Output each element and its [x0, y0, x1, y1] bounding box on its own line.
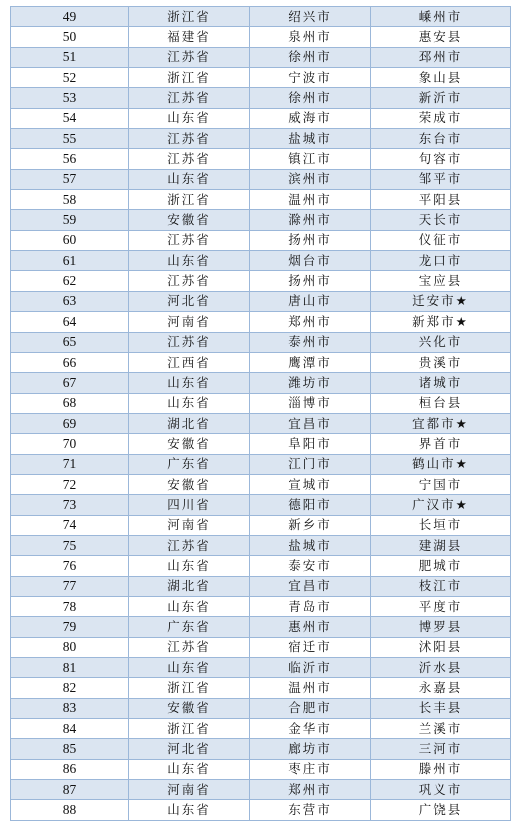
city-cell: 青岛市 — [250, 596, 371, 616]
county-cell: 广汉市★ — [371, 495, 511, 515]
county-cell: 天长市 — [371, 210, 511, 230]
province-cell: 江苏省 — [129, 47, 250, 67]
rank-cell: 82 — [11, 678, 129, 698]
county-cell: 沭阳县 — [371, 637, 511, 657]
table-row — [11, 373, 511, 393]
city-cell: 盐城市 — [250, 535, 371, 555]
rank-cell: 52 — [11, 68, 129, 88]
city-cell: 泰安市 — [250, 556, 371, 576]
province-cell: 浙江省 — [129, 678, 250, 698]
county-cell: 鹤山市★ — [371, 454, 511, 474]
city-cell: 潍坊市 — [250, 373, 371, 393]
province-cell: 安徽省 — [129, 434, 250, 454]
county-cell: 博罗县 — [371, 617, 511, 637]
county-cell: 宜都市★ — [371, 413, 511, 433]
table-row — [11, 312, 511, 332]
county-cell: 桓台县 — [371, 393, 511, 413]
rank-cell: 66 — [11, 352, 129, 372]
province-cell: 浙江省 — [129, 190, 250, 210]
city-cell: 滨州市 — [250, 169, 371, 189]
city-cell: 淄博市 — [250, 393, 371, 413]
county-cell: 平度市 — [371, 596, 511, 616]
city-cell: 廊坊市 — [250, 739, 371, 759]
table-row — [11, 454, 511, 474]
province-cell: 江苏省 — [129, 88, 250, 108]
city-cell: 合肥市 — [250, 698, 371, 718]
city-cell: 盐城市 — [250, 129, 371, 149]
city-cell: 枣庄市 — [250, 759, 371, 779]
province-cell: 浙江省 — [129, 68, 250, 88]
rank-cell: 86 — [11, 759, 129, 779]
city-cell: 温州市 — [250, 678, 371, 698]
city-cell: 宿迁市 — [250, 637, 371, 657]
rank-cell: 79 — [11, 617, 129, 637]
province-cell: 河南省 — [129, 312, 250, 332]
rank-cell: 59 — [11, 210, 129, 230]
table-row — [11, 617, 511, 637]
rank-cell: 53 — [11, 88, 129, 108]
county-cell: 宁国市 — [371, 474, 511, 494]
rank-cell: 51 — [11, 47, 129, 67]
table-row — [11, 129, 511, 149]
city-cell: 温州市 — [250, 190, 371, 210]
city-cell: 宣城市 — [250, 474, 371, 494]
table-row — [11, 434, 511, 454]
county-cell: 龙口市 — [371, 251, 511, 271]
county-cell: 邹平市 — [371, 169, 511, 189]
county-cell: 荣成市 — [371, 108, 511, 128]
county-cell: 广饶县 — [371, 800, 511, 820]
county-cell: 建湖县 — [371, 535, 511, 555]
table-row — [11, 637, 511, 657]
table-row — [11, 393, 511, 413]
city-cell: 滁州市 — [250, 210, 371, 230]
province-cell: 江苏省 — [129, 535, 250, 555]
table-row — [11, 719, 511, 739]
county-cell: 滕州市 — [371, 759, 511, 779]
rank-cell: 68 — [11, 393, 129, 413]
county-cell: 嵊州市 — [371, 7, 511, 27]
province-cell: 山东省 — [129, 393, 250, 413]
province-cell: 山东省 — [129, 108, 250, 128]
table-row — [11, 413, 511, 433]
city-cell: 泉州市 — [250, 27, 371, 47]
table-row — [11, 474, 511, 494]
table-row — [11, 68, 511, 88]
city-cell: 烟台市 — [250, 251, 371, 271]
province-cell: 湖北省 — [129, 576, 250, 596]
province-cell: 广东省 — [129, 454, 250, 474]
city-cell: 鹰潭市 — [250, 352, 371, 372]
city-cell: 徐州市 — [250, 47, 371, 67]
city-cell: 宁波市 — [250, 68, 371, 88]
province-cell: 山东省 — [129, 251, 250, 271]
province-cell: 湖北省 — [129, 413, 250, 433]
rank-cell: 57 — [11, 169, 129, 189]
rank-cell: 65 — [11, 332, 129, 352]
county-cell: 兴化市 — [371, 332, 511, 352]
county-cell: 邳州市 — [371, 47, 511, 67]
county-cell: 长垣市 — [371, 515, 511, 535]
table-row — [11, 108, 511, 128]
province-cell: 山东省 — [129, 373, 250, 393]
province-cell: 江苏省 — [129, 637, 250, 657]
rank-cell: 70 — [11, 434, 129, 454]
city-cell: 东营市 — [250, 800, 371, 820]
county-cell: 迁安市★ — [371, 291, 511, 311]
city-cell: 德阳市 — [250, 495, 371, 515]
county-cell: 三河市 — [371, 739, 511, 759]
city-cell: 威海市 — [250, 108, 371, 128]
county-cell: 仪征市 — [371, 230, 511, 250]
province-cell: 江苏省 — [129, 271, 250, 291]
county-cell: 巩义市 — [371, 780, 511, 800]
province-cell: 江苏省 — [129, 129, 250, 149]
table-row — [11, 698, 511, 718]
table-row — [11, 88, 511, 108]
province-cell: 江苏省 — [129, 332, 250, 352]
table-row — [11, 535, 511, 555]
rank-cell: 56 — [11, 149, 129, 169]
table-row — [11, 658, 511, 678]
province-cell: 浙江省 — [129, 719, 250, 739]
rank-cell: 75 — [11, 535, 129, 555]
rank-cell: 83 — [11, 698, 129, 718]
county-cell: 新郑市★ — [371, 312, 511, 332]
province-cell: 河南省 — [129, 780, 250, 800]
county-cell: 兰溪市 — [371, 719, 511, 739]
table-row — [11, 759, 511, 779]
city-cell: 扬州市 — [250, 230, 371, 250]
county-cell: 贵溪市 — [371, 352, 511, 372]
rank-cell: 73 — [11, 495, 129, 515]
province-cell: 河南省 — [129, 515, 250, 535]
rank-cell: 72 — [11, 474, 129, 494]
rank-cell: 63 — [11, 291, 129, 311]
rank-cell: 88 — [11, 800, 129, 820]
table-row — [11, 515, 511, 535]
table-row — [11, 596, 511, 616]
county-cell: 长丰县 — [371, 698, 511, 718]
province-cell: 山东省 — [129, 759, 250, 779]
rank-cell: 81 — [11, 658, 129, 678]
table-row — [11, 149, 511, 169]
table-row — [11, 352, 511, 372]
city-cell: 金华市 — [250, 719, 371, 739]
table-row — [11, 739, 511, 759]
province-cell: 浙江省 — [129, 7, 250, 27]
rank-cell: 71 — [11, 454, 129, 474]
table-row — [11, 780, 511, 800]
county-cell: 句容市 — [371, 149, 511, 169]
table-row — [11, 210, 511, 230]
province-cell: 四川省 — [129, 495, 250, 515]
rank-cell: 55 — [11, 129, 129, 149]
table-row — [11, 190, 511, 210]
province-cell: 广东省 — [129, 617, 250, 637]
rank-cell: 74 — [11, 515, 129, 535]
city-cell: 绍兴市 — [250, 7, 371, 27]
province-cell: 江西省 — [129, 352, 250, 372]
city-cell: 阜阳市 — [250, 434, 371, 454]
city-cell: 镇江市 — [250, 149, 371, 169]
table-row — [11, 800, 511, 820]
city-cell: 徐州市 — [250, 88, 371, 108]
province-cell: 安徽省 — [129, 698, 250, 718]
table-row — [11, 678, 511, 698]
county-cell: 宝应县 — [371, 271, 511, 291]
table-row — [11, 27, 511, 47]
city-cell: 郑州市 — [250, 780, 371, 800]
rank-cell: 87 — [11, 780, 129, 800]
province-cell: 福建省 — [129, 27, 250, 47]
province-cell: 山东省 — [129, 800, 250, 820]
city-cell: 唐山市 — [250, 291, 371, 311]
city-cell: 郑州市 — [250, 312, 371, 332]
rank-cell: 78 — [11, 596, 129, 616]
rank-cell: 60 — [11, 230, 129, 250]
rank-cell: 50 — [11, 27, 129, 47]
table-row — [11, 332, 511, 352]
table-row — [11, 291, 511, 311]
table-row — [11, 169, 511, 189]
table-row — [11, 576, 511, 596]
table-row — [11, 271, 511, 291]
rank-cell: 69 — [11, 413, 129, 433]
ranking-table — [10, 6, 511, 821]
city-cell: 宜昌市 — [250, 576, 371, 596]
province-cell: 山东省 — [129, 658, 250, 678]
rank-cell: 85 — [11, 739, 129, 759]
province-cell: 江苏省 — [129, 230, 250, 250]
county-cell: 东台市 — [371, 129, 511, 149]
rank-cell: 58 — [11, 190, 129, 210]
rank-cell: 62 — [11, 271, 129, 291]
city-cell: 扬州市 — [250, 271, 371, 291]
city-cell: 临沂市 — [250, 658, 371, 678]
rank-cell: 54 — [11, 108, 129, 128]
city-cell: 惠州市 — [250, 617, 371, 637]
rank-cell: 64 — [11, 312, 129, 332]
table-row — [11, 556, 511, 576]
city-cell: 泰州市 — [250, 332, 371, 352]
city-cell: 新乡市 — [250, 515, 371, 535]
province-cell: 江苏省 — [129, 149, 250, 169]
county-cell: 枝江市 — [371, 576, 511, 596]
rank-cell: 76 — [11, 556, 129, 576]
county-cell: 肥城市 — [371, 556, 511, 576]
county-cell: 诸城市 — [371, 373, 511, 393]
table-row — [11, 47, 511, 67]
rank-cell: 61 — [11, 251, 129, 271]
province-cell: 山东省 — [129, 556, 250, 576]
province-cell: 山东省 — [129, 596, 250, 616]
table-row — [11, 230, 511, 250]
county-cell: 界首市 — [371, 434, 511, 454]
county-cell: 新沂市 — [371, 88, 511, 108]
table-row — [11, 495, 511, 515]
city-cell: 江门市 — [250, 454, 371, 474]
rank-cell: 49 — [11, 7, 129, 27]
ranking-table-container — [10, 6, 510, 821]
county-cell: 沂水县 — [371, 658, 511, 678]
county-cell: 永嘉县 — [371, 678, 511, 698]
rank-cell: 77 — [11, 576, 129, 596]
province-cell: 安徽省 — [129, 210, 250, 230]
county-cell: 平阳县 — [371, 190, 511, 210]
city-cell: 宜昌市 — [250, 413, 371, 433]
county-cell: 象山县 — [371, 68, 511, 88]
table-row — [11, 7, 511, 27]
rank-cell: 80 — [11, 637, 129, 657]
table-body — [11, 7, 511, 821]
table-row — [11, 251, 511, 271]
province-cell: 山东省 — [129, 169, 250, 189]
province-cell: 河北省 — [129, 739, 250, 759]
province-cell: 安徽省 — [129, 474, 250, 494]
county-cell: 惠安县 — [371, 27, 511, 47]
province-cell: 河北省 — [129, 291, 250, 311]
rank-cell: 84 — [11, 719, 129, 739]
rank-cell: 67 — [11, 373, 129, 393]
